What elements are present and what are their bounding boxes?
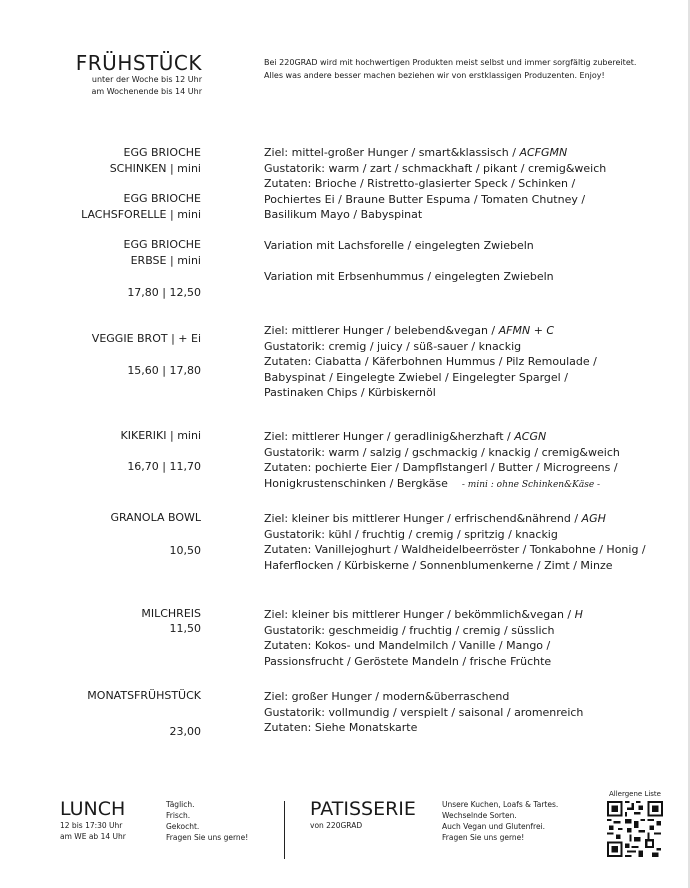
description-line: Pastinaken Chips / Kürbiskernöl [264,386,436,400]
dish-name-brioche-lachsforelle [40,191,201,223]
allergen-codes: AFMN + C [498,324,555,337]
lunch-desc-line: Gekocht. [166,822,200,831]
dish-name-granola: GRANOLA BOWL [110,511,201,524]
description-line: Gustatorik: vollmundig / verspielt / saisonal / aromenreich [264,705,584,719]
description-line: Basilikum Mayo / Babyspinat [264,208,423,222]
patisserie-subtitle: von 220GRAD [310,821,363,830]
qr-code-icon[interactable] [607,801,663,857]
allergen-codes: H [574,608,583,621]
dish-name-line: LACHSFORELLE | mini [81,208,201,221]
patisserie-desc-line: Fragen Sie uns gerne! [442,833,525,842]
lunch-description [166,799,248,843]
dish-description-monats [264,689,664,736]
patisserie-title: PATISSERIE [310,798,416,820]
dish-description-granola [264,511,664,573]
description-line: Honigkrustenschinken / Bergkäse - mini : ohne Schinken&Käse - [264,476,601,490]
description-line: Gustatorik: kühl / fruchtig / cremig / spritzig / knackig [264,527,558,541]
intro-line: Alles was andere besser machen beziehen wir von erstklassigen Produzenten. Enjoy! [264,71,605,80]
header-block [50,52,202,98]
dish-name-veggie: VEGGIE BROT | + Ei [91,332,201,345]
dish-name-line: EGG BRIOCHE [123,192,201,205]
lunch-time-line: 12 bis 17:30 Uhr [60,821,123,830]
dish-name-line: SCHINKEN | mini [109,162,201,175]
lunch-times [60,820,126,842]
patisserie-description [442,799,558,843]
dish-name-milchreis: MILCHREIS [141,607,201,620]
description-line: Zutaten: Siehe Monatskarte [264,721,418,735]
dish-description-milchreis [264,607,664,669]
lunch-title: LUNCH [60,798,126,820]
weekday-hours: unter der Woche bis 12 Uhr [91,75,202,84]
patisserie-desc-line: Wechselnde Sorten. [442,811,517,820]
description-line: Zutaten: Kokos- und Mandelmilch / Vanille / Mango / [264,639,551,653]
description-line: Gustatorik: warm / zart / schmackhaft / pikant / cremig&weich [264,161,607,175]
description-line: Gustatorik: cremig / juicy / süß-sauer / knackig [264,339,522,353]
description-line: Ziel: mittlerer Hunger / geradlinig&herzhaft / ACGN [264,430,547,443]
dish-name-brioche-erbse [40,237,201,269]
lunch-desc-line: Fragen Sie uns gerne! [166,833,249,842]
dish-description-veggie [264,323,664,401]
patisserie-desc-line: Auch Vegan und Glutenfrei. [442,822,546,831]
description-line: Ziel: kleiner bis mittlerer Hunger / erfrischend&nährend / AGH [264,512,606,525]
description-line: Ziel: mittel-großer Hunger / smart&klassisch / ACFGMN [264,146,568,159]
dish-price-brioche: 17,80 | 12,50 [127,286,201,299]
intro-text [264,56,674,82]
dish-description-kikeriki [264,429,664,493]
dish-name-line: EGG BRIOCHE [123,238,201,251]
page-title: FRÜHSTÜCK [75,51,202,75]
description-line: Pochiertes Ei / Braune Butter Espuma / Tomaten Chutney / [264,192,586,206]
description-line: Passionsfrucht / Geröstete Mandeln / frische Früchte [264,654,552,668]
intro-line: Bei 220GRAD wird mit hochwertigen Produkten meist selbst und immer sorgfältig zubereitet. [264,58,637,67]
dish-name-brioche-schinken [40,145,201,177]
description-line: Zutaten: Brioche / Ristretto-glasierter Speck / Schinken / [264,177,576,191]
mini-note: - mini : ohne Schinken&Käse - [461,479,601,490]
dish-price-veggie: 15,60 | 17,80 [127,364,201,377]
allergen-codes: AGH [581,512,606,525]
dish-name-line: ERBSE | mini [130,254,201,267]
dish-price-milchreis: 11,50 [169,622,201,635]
allergen-codes: ACGN [514,430,547,443]
lunch-desc-line: Frisch. [166,811,191,820]
dish-price-granola: 10,50 [169,544,201,557]
description-line: Ziel: kleiner bis mittlerer Hunger / bekömmlich&vegan / H [264,608,583,621]
dish-price-kikeriki: 16,70 | 11,70 [127,460,201,473]
weekend-hours: am Wochenende bis 14 Uhr [91,87,202,96]
dish-name-monats: MONATSFRÜHSTÜCK [87,689,201,702]
description-line: Zutaten: Vanillejoghurt / Waldheidelbeerröster / Tonkabohne / Honig / [264,543,646,557]
dish-name-kikeriki: KIKERIKI | mini [120,429,201,442]
lunch-time-line: am WE ab 14 Uhr [60,832,126,841]
description-line: Gustatorik: warm / salzig / gschmackig / knackig / cremig&weich [264,445,620,459]
allergen-list-label: Allergene Liste [608,790,661,798]
allergen-codes: ACFGMN [519,146,568,159]
description-line: Gustatorik: geschmeidig / fruchtig / cremig / süsslich [264,623,555,637]
description-line: Haferflocken / Kürbiskerne / Sonnenblumenkerne / Zimt / Minze [264,558,613,572]
footer-divider [284,801,285,859]
description-line: Ziel: großer Hunger / modern&überraschend [264,690,510,703]
lunch-desc-line: Täglich. [166,800,195,809]
description-line: Zutaten: Ciabatta / Käferbohnen Hummus / Pilz Remoulade / [264,355,597,369]
patisserie-desc-line: Unsere Kuchen, Loafs & Tartes. [442,800,559,809]
description-line: Zutaten: pochierte Eier / Dampflstangerl / Butter / Microgreens / [264,461,618,475]
description-line: Babyspinat / Eingelegte Zwiebel / Eingelegter Spargel / [264,370,568,384]
variation-lachsforelle: Variation mit Lachsforelle / eingelegten Zwiebeln [264,239,534,252]
description-line: Ziel: mittlerer Hunger / belebend&vegan / AFMN + C [264,324,555,337]
dish-description-brioche [264,145,664,223]
variation-erbse: Variation mit Erbsenhummus / eingelegten Zwiebeln [264,270,554,283]
dish-price-monats: 23,00 [169,725,201,738]
dish-name-line: EGG BRIOCHE [123,146,201,159]
